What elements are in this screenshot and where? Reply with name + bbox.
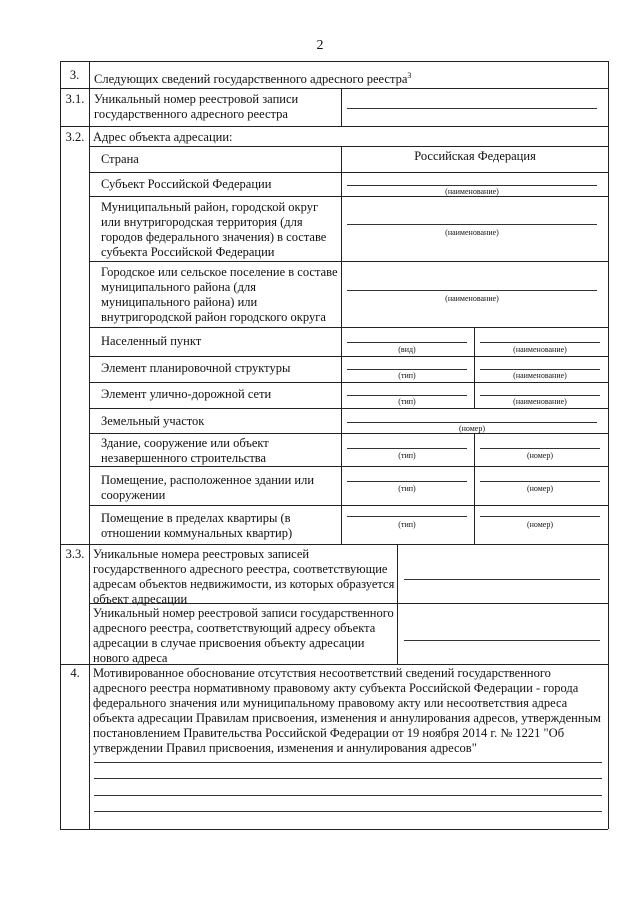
locality-name-hint: (наименование): [513, 345, 567, 354]
section-4-number: 4.: [70, 666, 80, 680]
building-type-hint: (тип): [398, 451, 416, 460]
apartment-number-hint: (номер): [526, 520, 554, 529]
section-3-1-label: Уникальный номер реестровой записи государственного адресного реестра: [94, 92, 299, 121]
planning-label: Элемент планировочной структуры: [101, 361, 291, 375]
settlement-label: Городское или сельское поселение в составе муниципального района (для муниципального района) или внутригородской район городского округа: [101, 265, 338, 324]
premises-type-hint: (тип): [398, 484, 416, 493]
premises-label: Помещение, расположенное здании или сооружении: [101, 473, 315, 502]
building-number-field[interactable]: [480, 448, 600, 449]
planning-type-hint: (тип): [398, 371, 416, 380]
land-number-hint: (номер): [458, 424, 486, 433]
land-number-field[interactable]: [347, 422, 597, 423]
settlement-field[interactable]: [347, 290, 597, 291]
section-3-number: 3.: [69, 68, 80, 82]
subject-field[interactable]: [347, 185, 597, 186]
apartment-type-hint: (тип): [398, 520, 416, 529]
new-record-field[interactable]: [404, 640, 600, 641]
settlement-hint: (наименование): [445, 294, 499, 303]
street-name-hint: (наименование): [513, 397, 567, 406]
section-3-3-source-label: Уникальные номера реестровых записей государственного адресного реестра, соответствующие адресам объектов недвижимости, из которых образуется объект адресации: [93, 547, 395, 606]
premises-number-hint: (номер): [526, 484, 554, 493]
municipal-field[interactable]: [347, 224, 597, 225]
street-type-field[interactable]: [347, 395, 467, 396]
locality-label: Населенный пункт: [101, 334, 202, 348]
apartment-label: Помещение в пределах квартиры (в отношении коммунальных квартир): [101, 511, 293, 540]
building-number-hint: (номер): [526, 451, 554, 460]
country-value[interactable]: Российская Федерация: [414, 149, 536, 163]
locality-type-field[interactable]: [347, 342, 467, 343]
footnote-mark: 3: [407, 71, 412, 80]
source-records-field[interactable]: [404, 579, 600, 580]
street-type-hint: (тип): [398, 397, 416, 406]
section-3-2-title: Адрес объекта адресации:: [93, 130, 233, 144]
planning-type-field[interactable]: [347, 369, 467, 370]
building-label: Здание, сооружение или объект незавершенного строительства: [101, 436, 269, 465]
street-name-field[interactable]: [480, 395, 600, 396]
section-3-3-number: 3.3.: [65, 547, 85, 561]
locality-name-field[interactable]: [480, 342, 600, 343]
country-label: Страна: [101, 152, 139, 166]
municipal-label: Муниципальный район, городской округ или внутригородская территория (для городов федерального значения) в составе субъекта Российской Федерации: [101, 200, 327, 259]
street-label: Элемент улично-дорожной сети: [101, 387, 272, 401]
building-type-field[interactable]: [347, 448, 467, 449]
subject-hint: (наименование): [445, 187, 499, 196]
premises-number-field[interactable]: [480, 481, 600, 482]
municipal-hint: (наименование): [445, 228, 499, 237]
locality-type-hint: (вид): [398, 345, 416, 354]
section-3-2-number: 3.2.: [65, 130, 85, 144]
apartment-number-field[interactable]: [480, 516, 600, 517]
land-label: Земельный участок: [101, 414, 205, 428]
planning-name-hint: (наименование): [513, 371, 567, 380]
section-3-title: Следующих сведений государственного адресного реестра$^3$: [94, 71, 412, 87]
section-3-3-new-label: Уникальный номер реестровой записи государственного адресного реестра, соответствующий адресу объекта адресации в случае присвоения объекту адресации нового адреса: [93, 606, 394, 665]
premises-type-field[interactable]: [347, 481, 467, 482]
planning-name-field[interactable]: [480, 369, 600, 370]
subject-label: Субъект Российской Федерации: [101, 177, 272, 191]
apartment-type-field[interactable]: [347, 516, 467, 517]
page-number: 2: [316, 38, 324, 53]
section-4-text: Мотивированное обоснование отсутствия несоответствий сведений государственного адресного реестра нормативному правовому акту субъекта Российской Федерации - города федерального значения или муниципальному правовому акту или несоответствия адреса объекта адресации Правилам присвоения, изменения и аннулирования адресов, утвержденным постановлением Правительства Российской Федерации от 19 ноября 2014 г. № 1221 "Об утверждении Правил присвоения, изменения и аннулирования адресов": [93, 666, 601, 755]
section-3-1-number: 3.1.: [65, 92, 85, 106]
registry-number-field[interactable]: [347, 108, 597, 109]
